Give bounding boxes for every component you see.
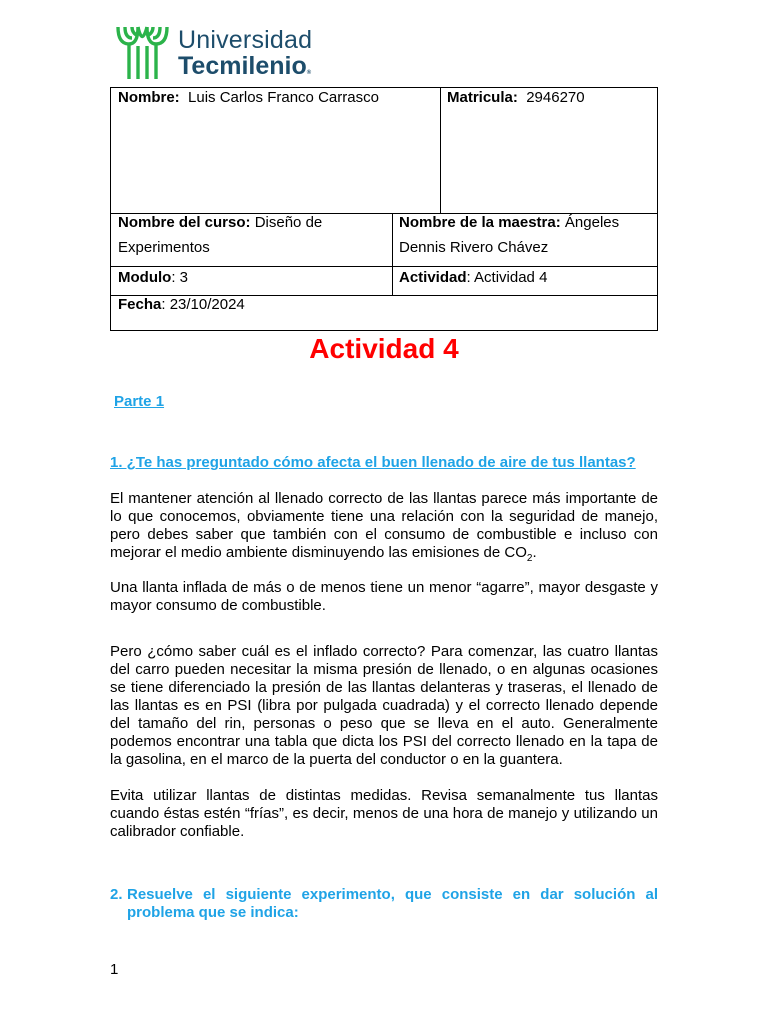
matricula-label: Matricula: — [447, 89, 518, 106]
logo-emblem-icon — [116, 24, 174, 80]
section-heading-parte-1: Parte 1 — [114, 393, 165, 410]
fecha-cell: Fecha: 23/10/2024 — [118, 296, 245, 313]
maestra-label: Nombre de la maestra: — [399, 214, 561, 231]
matricula-value: 2946270 — [526, 89, 585, 106]
page-title: Actividad 4 — [309, 333, 459, 364]
nombre-label: Nombre: — [118, 89, 180, 106]
paragraph-3: Pero ¿cómo saber cuál es el inflado correcto? Para comenzar, las cuatro llantas del carro pueden necesitar la misma presión de llenado, o en algunas ocasiones se tiene diferenciado la presión de las llantas delanteras y traseras, el llenado de las llantas es en PSI (libra por pulgada cuadrada) y el correcto llenado depende del tamaño del rin, personas o peso que se lleva en el auto. Generalmente podemos encontrar una tabla que dicta los PSI del correcto llenado en la tapa de la gasolina, en el marco de la puerta del conductor o en la guantera. — [110, 643, 658, 768]
modulo-value: 3 — [179, 269, 189, 286]
actividad-label: Actividad — [399, 269, 467, 286]
actividad-value: Actividad 4 — [474, 269, 548, 286]
curso-cell — [111, 210, 392, 260]
nombre-cell — [111, 85, 440, 110]
paragraph-2: Una llanta inflada de más o de menos tiene un menor “agarre”, mayor desgaste y mayor consumo de combustible. — [110, 579, 658, 614]
curso-label: Nombre del curso: — [118, 214, 251, 231]
question-2-text: Resuelve el siguiente experimento, que consiste en dar solución al problema que se indica: — [127, 886, 658, 921]
matricula-cell — [440, 85, 659, 110]
fecha-label: Fecha — [118, 296, 162, 313]
nombre-value: Luis Carlos Franco Carrasco — [188, 89, 379, 106]
paragraph-1: El mantener atención al llenado correcto de las llantas parece más importante de lo que conocemos, obviamente tiene una relación con la seguridad de manejo, pero debes saber que también con el consumo de combustible e incluso con mejorar el medio ambiente disminuyendo las emisiones de $CO_2$. — [110, 490, 658, 564]
fecha-value: 23/10/2024 — [169, 296, 245, 313]
modulo-cell: Modulo: 3 — [118, 269, 189, 286]
university-logo — [116, 24, 336, 80]
logo-name-line2: Tecmilenio® — [178, 52, 312, 80]
question-1-heading: 1. ¿Te has preguntado cómo afecta el buen llenado de aire de tus llantas? — [110, 454, 636, 471]
paragraph-4: Evita utilizar llantas de distintas medidas. Revisa semanalmente tus llantas cuando éstas estén “frías”, es decir, menos de una hora de manejo y utilizando un calibrador confiable. — [110, 787, 658, 840]
question-2-heading — [110, 886, 658, 922]
question-2-number: 2. — [110, 886, 123, 903]
modulo-label: Modulo — [118, 269, 172, 286]
maestra-value: Ángeles Dennis Rivero Chávez — [399, 214, 620, 256]
maestra-cell — [392, 210, 659, 260]
curso-value: Diseño de Experimentos — [118, 214, 323, 256]
actividad-cell: Actividad: Actividad 4 — [399, 269, 548, 286]
registered-mark: ® — [306, 70, 312, 76]
logo-name-line1: Universidad — [178, 26, 313, 54]
page-number: 1 — [110, 961, 119, 978]
student-info-table — [110, 87, 658, 331]
